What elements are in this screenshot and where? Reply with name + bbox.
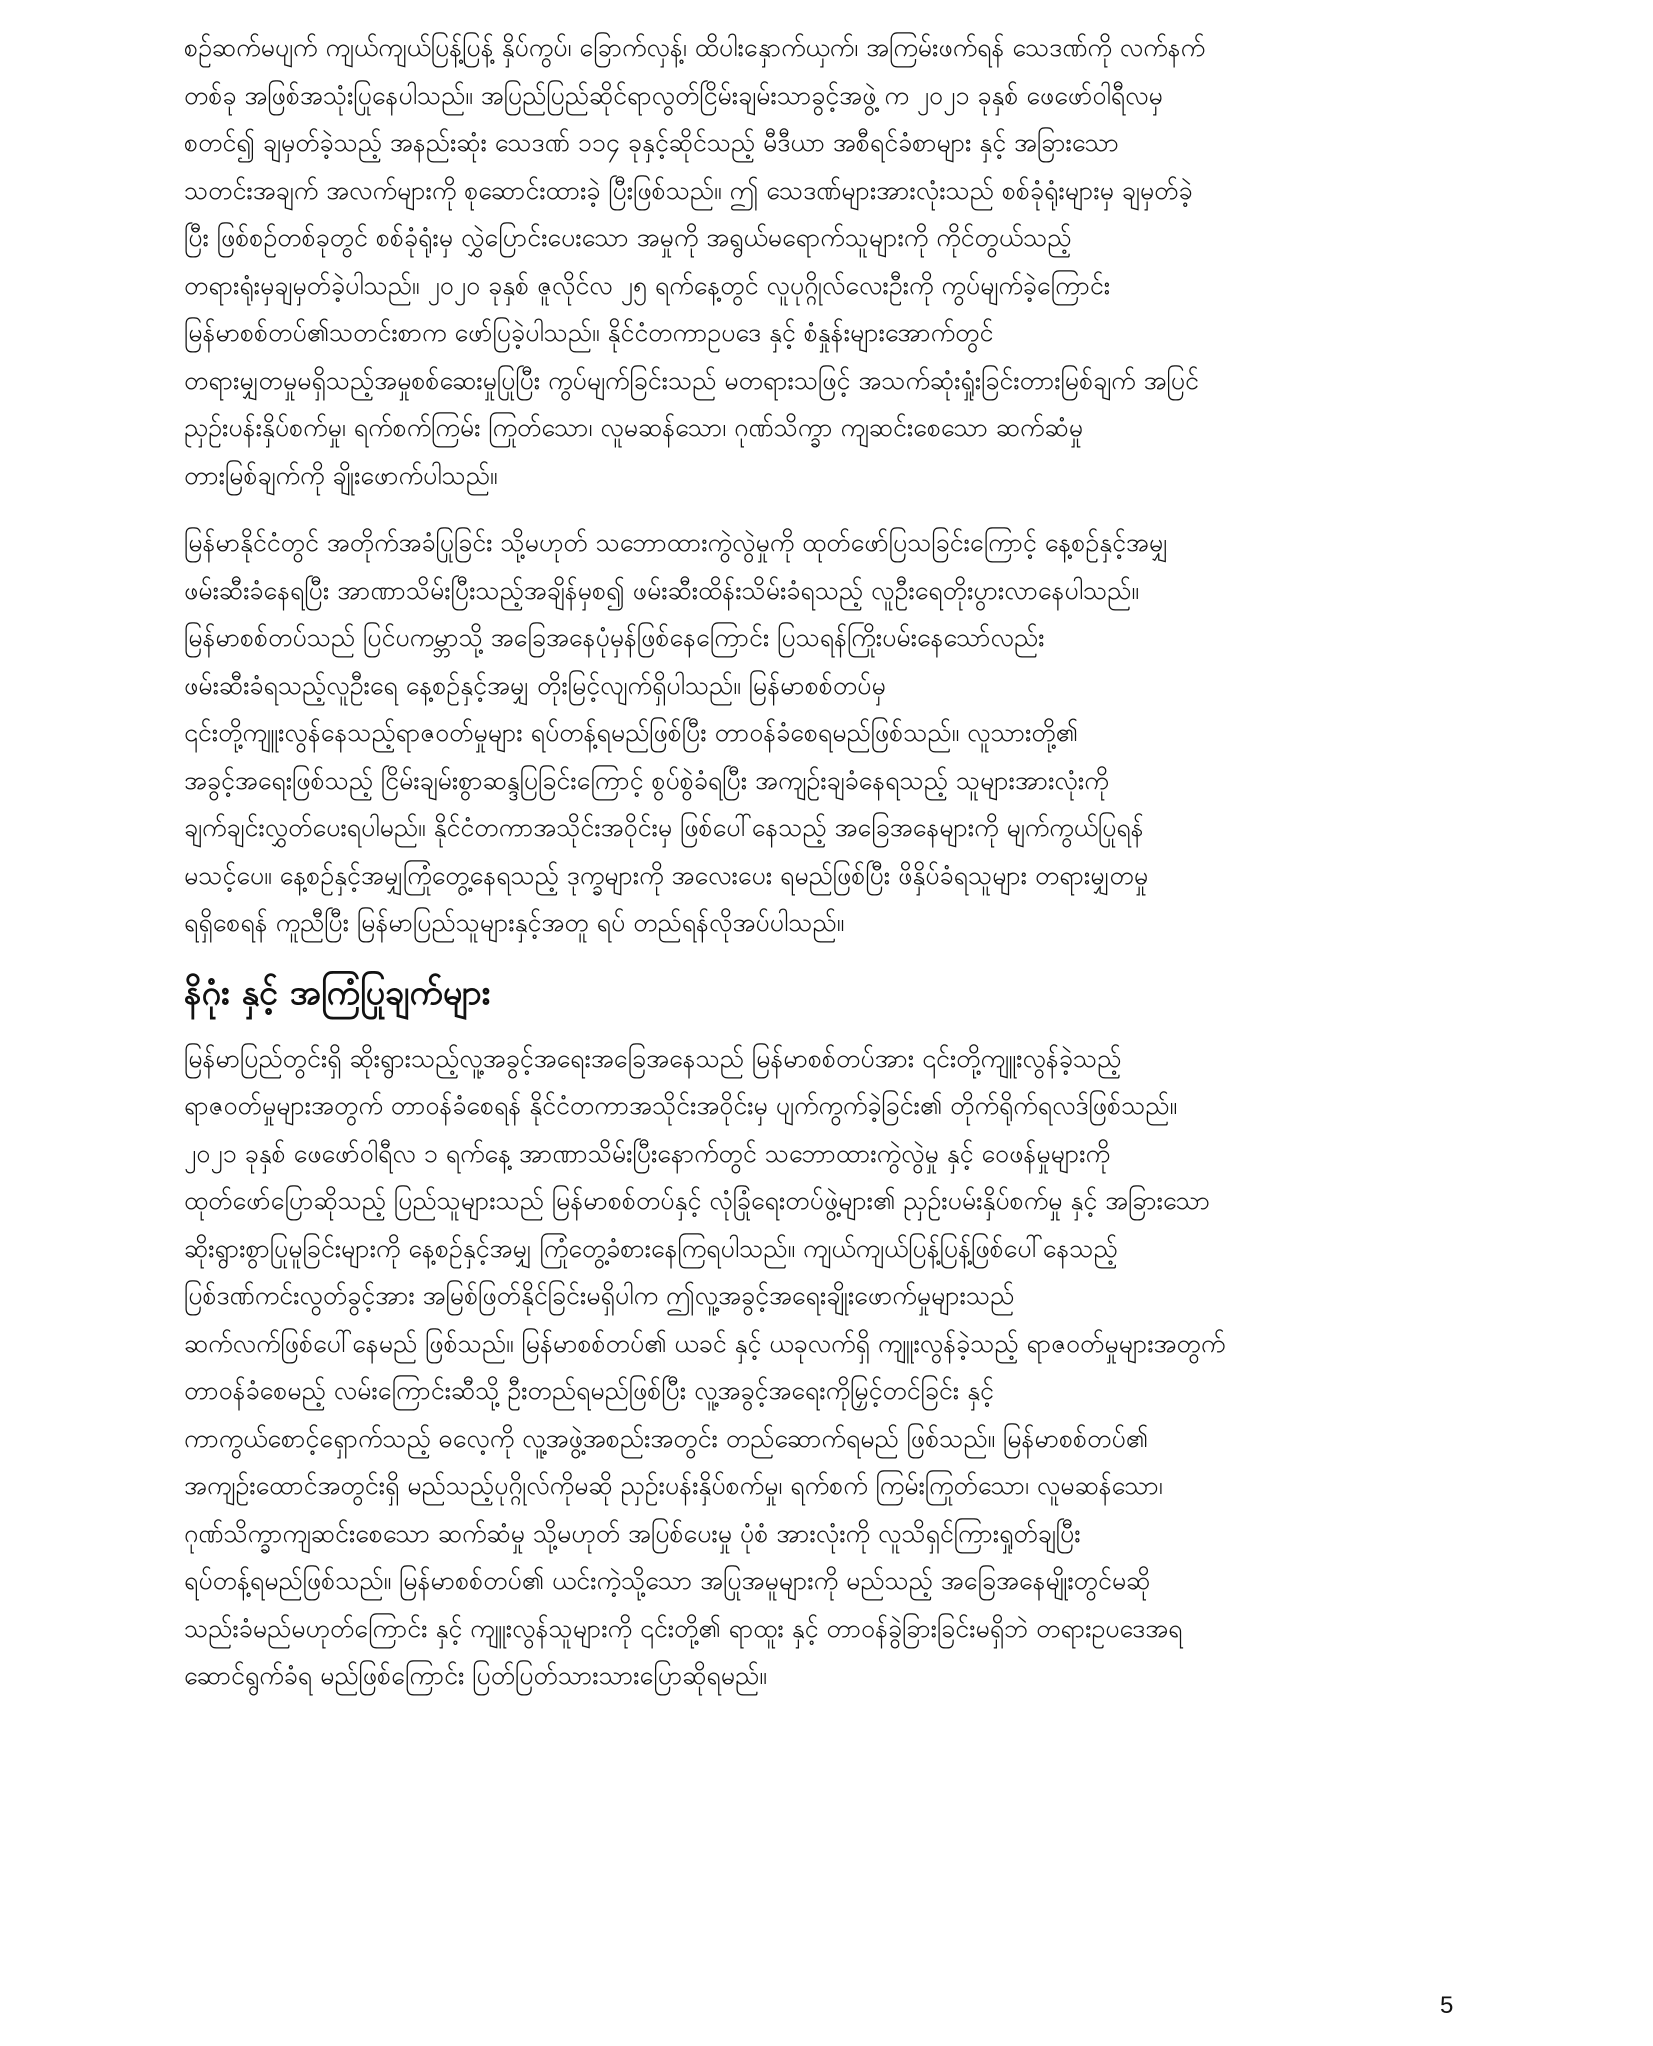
paragraph-line: ဆိုးရွားစွာပြုမူခြင်းများကို နေ့စဉ်နှင့်အမျှ ကြုံတွေ့ခံစားနေကြရပါသည်။ ကျယ်ကျယ်ပြန့်ပြန့်ဖြစ်ပေါ်နေသည့် [184, 1233, 1118, 1263]
paragraph-line: ရပ်တန့်ရမည်ဖြစ်သည်။ မြန်မာစစ်တပ်၏ ယင်းကဲ့သို့သော အပြုအမူများကို မည်သည့် အခြေအနေမျိုးတွင်မဆို [184, 1566, 1151, 1595]
paragraph-line: စတင်၍ ချမှတ်ခဲ့သည့် အနည်းဆုံး သေဒဏ် ၁၁၄ ခုနှင့်ဆိုင်သည့် မီဒီယာ အစီရင်ခံစာများ နှင့် အခြားသော [184, 128, 1119, 157]
paragraph-line: ဆောင်ရွက်ခံရ မည်ဖြစ်ကြောင်း ပြတ်ပြတ်သားသားပြောဆိုရမည်။ [184, 1661, 767, 1690]
paragraph-2 [184, 519, 1474, 947]
paragraph-line: တာဝန်ခံစေမည့် လမ်းကြောင်းဆီသို့ ဦးတည်ရမည်ဖြစ်ပြီး လူ့အခွင့်အရေးကိုမြှင့်တင်ခြင်း နှင့် [184, 1376, 994, 1405]
paragraph-line: ထုတ်ဖော်ပြောဆိုသည့် ပြည်သူများသည် မြန်မာစစ်တပ်နှင့် လုံခြုံရေးတပ်ဖွဲ့များ၏ ညှဉ်းပမ်းနှိပ်စက်မှု နှင့် အခြားသော [184, 1186, 1211, 1215]
paragraph-line: သည်းခံမည်မဟုတ်ကြောင်း နှင့် ကျူးလွန်သူများကို ၎င်းတို့၏ ရာထူး နှင့် တာဝန်ခွဲခြားခြင်းမရှိဘဲ တရားဥပဒေအရ [184, 1613, 1183, 1643]
paragraph-line: စဉ်ဆက်မပျက် ကျယ်ကျယ်ပြန့်ပြန့် နှိပ်ကွပ်၊ ခြောက်လှန့်၊ ထိပါးနှောက်ယှက်၊ အကြမ်းဖက်ရန် သေဒဏ်ကို လက်နက် [184, 33, 1206, 62]
document-page [184, 24, 1474, 1700]
paragraph-line: ပြီး ဖြစ်စဉ်တစ်ခုတွင် စစ်ခုံရုံးမှ လွှဲပြောင်းပေးသော အမှုကို အရွယ်မရောက်သူများကို ကိုင်တွယ်သည့် [184, 223, 1072, 252]
paragraph-line: တားမြစ်ချက်ကို ချိုးဖောက်ပါသည်။ [184, 460, 498, 490]
page-number: 5 [1440, 1992, 1454, 2019]
paragraph-line: ဆက်လက်ဖြစ်ပေါ်နေမည် ဖြစ်သည်။ မြန်မာစစ်တပ်၏ ယခင် နှင့် ယခုလက်ရှိ ကျူးလွန်ခဲ့သည့် ရာဇဝတ်မှုများအတွက် [184, 1328, 1226, 1358]
paragraph-line: ညှဉ်းပန်းနှိပ်စက်မှု၊ ရက်စက်ကြမ်း ကြုတ်သော၊ လူမဆန်သော၊ ဂုဏ်သိက္ခာ ကျဆင်းစေသော ဆက်ဆံမှု [184, 413, 1083, 442]
paragraph-line: အကျဉ်းထောင်အတွင်းရှိ မည်သည့်ပုဂ္ဂိုလ်ကိုမဆို ညှဉ်းပန်းနှိပ်စက်မှု၊ ရက်စက် ကြမ်းကြုတ်သော၊ လူမဆန်သော၊ [184, 1471, 1163, 1500]
paragraph-line: ချက်ချင်းလွှတ်ပေးရပါမည်။ နိုင်ငံတကာအသိုင်းအဝိုင်းမှ ဖြစ်ပေါ်နေသည့် အခြေအနေများကို မျက်ကွယ်ပြုရန် [184, 813, 1144, 842]
paragraph-line: ပြစ်ဒဏ်ကင်းလွတ်ခွင့်အား အမြစ်ဖြတ်နိုင်ခြင်းမရှိပါက ဤလူ့အခွင့်အရေးချိုးဖောက်မှုများသည် [184, 1281, 1015, 1310]
paragraph-line: ၂၀၂၁ ခုနှစ် ဖေဖော်ဝါရီလ ၁ ရက်နေ့ အာဏာသိမ်းပြီးနောက်တွင် သဘောထားကွဲလွဲမှု နှင့် ဝေဖန်မှုများကို [184, 1138, 1110, 1168]
paragraph-line: တစ်ခု အဖြစ်အသုံးပြုနေပါသည်။ အပြည်ပြည်ဆိုင်ရာလွတ်ငြိမ်းချမ်းသာခွင့်အဖွဲ့ က ၂၀၂၁ ခုနှစ် ဖေဖော်ဝါရီလမှ [184, 80, 1163, 110]
paragraph-line: ဖမ်းဆီးခံနေရပြီး အာဏာသိမ်းပြီးသည့်အချိန်မှစ၍ ဖမ်းဆီးထိန်းသိမ်းခံရသည့် လူဦးရေတိုးပွားလာနေပါသည်။ [184, 575, 1139, 605]
paragraph-line: အခွင့်အရေးဖြစ်သည့် ငြိမ်းချမ်းစွာဆန္ဒပြခြင်းကြောင့် စွပ်စွဲခံရပြီး အကျဉ်းချခံနေရသည့် သူများအားလုံးကို [184, 765, 1109, 795]
paragraph-line: ၎င်းတို့ကျူးလွန်နေသည့်ရာဇဝတ်မှုများ ရပ်တန့်ရမည်ဖြစ်ပြီး တာဝန်ခံစေရမည်ဖြစ်သည်။ လူသားတို့၏ [184, 718, 1078, 747]
paragraph-1 [184, 24, 1474, 499]
paragraph-line: ဖမ်းဆီးခံရသည့်လူဦးရေ နေ့စဉ်နှင့်အမျှ တိုးမြင့်လျက်ရှိပါသည်။ မြန်မာစစ်တပ်မှ [184, 670, 886, 700]
paragraph-line: မြန်မာပြည်တွင်းရှိ ဆိုးရွားသည့်လူ့အခွင့်အရေးအခြေအနေသည် မြန်မာစစ်တပ်အား ၎င်းတို့ကျူးလွန်ခဲ့သည့် [184, 1043, 1122, 1073]
paragraph-3 [184, 1035, 1474, 1700]
paragraph-line: သတင်းအချက် အလက်များကို စုဆောင်းထားခဲ့ ပြီးဖြစ်သည်။ ဤ သေဒဏ်များအားလုံးသည် စစ်ခုံရုံးများမှ ချမှတ်ခဲ့ [184, 175, 1193, 205]
paragraph-line: မသင့်ပေ။ နေ့စဉ်နှင့်အမျှကြုံတွေ့နေရသည့် ဒုက္ခများကို အလေးပေး ရမည်ဖြစ်ပြီး ဖိနှိပ်ခံရသူများ တရားမျှတမှု [184, 860, 1149, 890]
paragraph-line: မြန်မာစစ်တပ်သည် ပြင်ပကမ္ဘာသို့ အခြေအနေပုံမှန်ဖြစ်နေကြောင်း ပြသရန်ကြိုးပမ်းနေသော်လည်း [184, 623, 1045, 652]
paragraph-line: ဂုဏ်သိက္ခာကျဆင်းစေသော ဆက်ဆံမှု သို့မဟုတ် အပြစ်ပေးမှု ပုံစံ အားလုံးကို လူသိရှင်ကြားရှုတ်ချပြီး [184, 1518, 1081, 1548]
paragraph-line: မြန်မာစစ်တပ်၏သတင်းစာက ဖော်ပြခဲ့ပါသည်။ နိုင်ငံတကာဥပဒေ နှင့် စံနှုန်းများအောက်တွင် [184, 318, 994, 347]
paragraph-line: တရားရုံးမှချမှတ်ခဲ့ပါသည်။ ၂၀၂၀ ခုနှစ် ဇူလိုင်လ ၂၅ ရက်နေ့တွင် လူပုဂ္ဂိုလ်လေးဦးကို ကွပ်မျက်ခဲ့ကြောင်း [184, 270, 1111, 300]
section-heading: နိဂုံး နှင့် အကြံပြုချက်များ [184, 972, 491, 1013]
paragraph-line: ကာကွယ်စောင့်ရှောက်သည့် ဓလေ့ကို လူ့အဖွဲ့အစည်းအတွင်း တည်ဆောက်ရမည် ဖြစ်သည်။ မြန်မာစစ်တပ်၏ [184, 1423, 1148, 1453]
paragraph-line: မြန်မာနိုင်ငံတွင် အတိုက်အခံပြုခြင်း သို့မဟုတ် သဘောထားကွဲလွဲမှုကို ထုတ်ဖော်ပြသခြင်းကြောင့် နေ့စဉ်နှင့်အမျှ [184, 528, 1169, 557]
paragraph-line: ရာဇဝတ်မှုများအတွက် တာဝန်ခံစေရန် နိုင်ငံတကာအသိုင်းအဝိုင်းမှ ပျက်ကွက်ခဲ့ခြင်း၏ တိုက်ရိုက်ရလဒ်ဖြစ်သည်။ [184, 1091, 1178, 1120]
paragraph-line: ရရှိစေရန် ကူညီပြီး မြန်မာပြည်သူများနှင့်အတူ ရပ် တည်ရန်လိုအပ်ပါသည်။ [184, 908, 845, 937]
paragraph-line: တရားမျှတမှုမရှိသည့်အမှုစစ်ဆေးမှုပြုပြီး ကွပ်မျက်ခြင်းသည် မတရားသဖြင့် အသက်ဆုံးရှုံးခြင်းတားမြစ်ချက် အပြင် [184, 365, 1199, 395]
